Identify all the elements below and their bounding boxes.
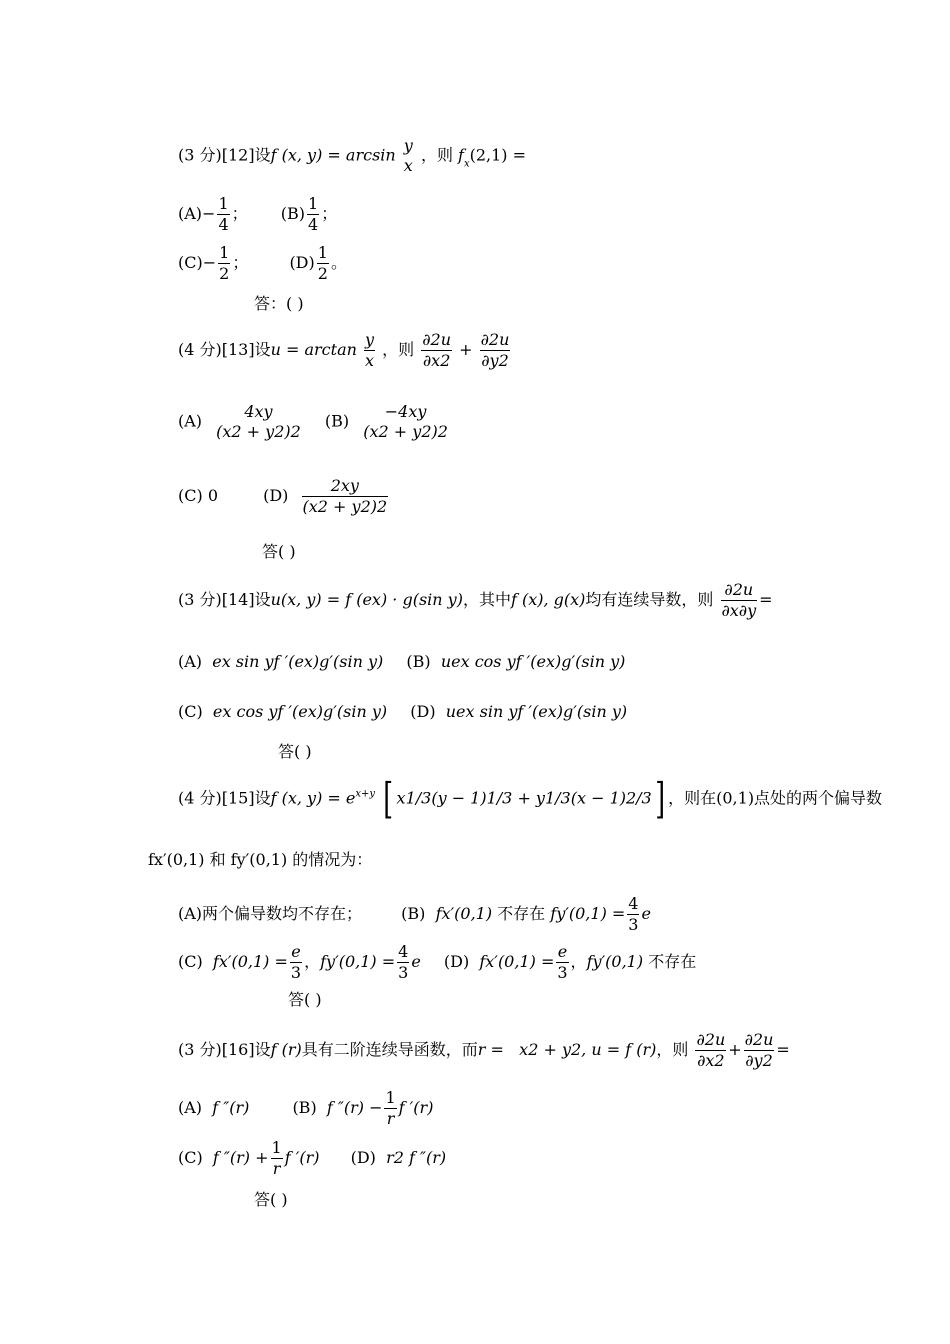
q14-option-c[interactable]: (C) ex cos yf ′(ex)g′(sin y) <box>178 702 388 721</box>
q15-option-c[interactable]: (C) fx′(0,1) = $\frac{e}{3}$ ，fy′(0,1) = $\frac{4}{3}$ e <box>178 942 421 982</box>
q12-option-a[interactable]: (A)− $\frac{1}{4}$ ； <box>178 194 248 234</box>
q12-stem: (3 分)[12]设f (x, y) = arcsin y x ，则 $f_x(2,1)$ = <box>178 136 527 175</box>
q15-stem: (4 分)[15]设f (x, $y) = e^{x+y}$ [ x1/3(y − 1)1/3 + y1/3(x − 1)2/3] ，则在(0,1)点处的两个偏导数 <box>178 774 883 823</box>
q16-answer[interactable]: 答( ) <box>254 1190 288 1209</box>
q12-option-d[interactable]: (D) $\frac{1}{2}$ 。 <box>289 243 347 283</box>
q13-option-c[interactable]: (C) 0 <box>178 486 218 505</box>
q12-option-c[interactable]: (C)− $\frac{1}{2}$ ； <box>178 243 249 283</box>
q14-option-d[interactable]: (D) uex sin yf ′(ex)g′(sin y) <box>410 702 628 721</box>
q13-option-b[interactable]: (B) −4xy (x2 + y2)2 <box>324 402 448 441</box>
q13-options-ab <box>178 402 451 442</box>
q16-options-cd <box>178 1138 446 1179</box>
q13-option-a[interactable]: (A) 4xy (x2 + y2)2 <box>178 402 301 441</box>
q16-stem: (3 分)[16]设f (r)具有二阶连续导函数，而r = x2 + y2, u = f (r)，则 $\frac{\partial 2u}{\partial x2}$ + $\frac{\partial 2u}{\partial y2}$ = <box>178 1030 790 1070</box>
q13-stem: (4 分)[13]设u = arctan $\frac{y}{x}$ ，则 $\frac{\partial 2u}{\partial x2}$ + $\frac{\partial 2u}{\partial y2}$ <box>178 330 510 370</box>
q14-options-cd <box>178 704 627 720</box>
q15-option-d[interactable]: (D) fx′(0,1) = $\frac{e}{3}$ ，fy′(0,1) 不存在 <box>443 942 697 982</box>
left-bracket: [ <box>383 774 394 823</box>
q15-option-b[interactable]: (B) fx′(0,1) 不存在 fy′(0,1) = $\frac{4}{3}$ e <box>401 894 651 934</box>
q15-option-a[interactable]: (A)两个偏导数均不存在； <box>178 904 363 923</box>
q16-options-ab <box>178 1088 433 1129</box>
q16-option-a[interactable]: (A) f ″(r) <box>178 1098 250 1117</box>
q14-answer[interactable]: 答( ) <box>278 742 312 761</box>
q16-option-d[interactable]: (D) r2 f ″(r) <box>350 1148 447 1167</box>
q13-option-d[interactable]: (D) $\frac{2xy}{(x2 + y2)2}$ <box>263 476 388 516</box>
q15-stem-line2: fx′(0,1) 和 fy′(0,1) 的情况为： <box>148 850 373 869</box>
q15-answer[interactable]: 答( ) <box>288 990 322 1009</box>
q12-options-ab <box>178 194 337 235</box>
q12-answer[interactable]: 答：( ) <box>254 294 304 313</box>
q14-option-a[interactable]: (A) ex sin yf ′(ex)g′(sin y) <box>178 652 384 671</box>
q15-options-ab <box>178 894 651 935</box>
q13-answer[interactable]: 答( ) <box>262 542 296 561</box>
q16-option-b[interactable]: (B) f ″(r) − $\frac{1}{r}$ f ′(r) <box>292 1088 434 1128</box>
q14-options-ab <box>178 654 625 670</box>
q16-option-c[interactable]: (C) f ″(r) + $\frac{1}{r}$ f ′(r) <box>178 1138 320 1178</box>
q13-options-cd <box>178 476 390 517</box>
q12-options-cd <box>178 243 347 284</box>
q12-fraction: y x <box>403 136 413 175</box>
right-bracket: ] <box>655 774 665 823</box>
q14-stem: (3 分)[14]设u(x, y) = f (ex) · g(sin y)，其中f (x), g(x)均有连续导数，则 $\frac{\partial 2u}{\partial x\partial y}$ = <box>178 580 773 620</box>
q12-option-b[interactable]: (B) $\frac{1}{4}$ ； <box>280 194 338 234</box>
q14-option-b[interactable]: (B) uex cos yf ′(ex)g′(sin y) <box>406 652 626 671</box>
q15-options-cd <box>178 942 696 983</box>
